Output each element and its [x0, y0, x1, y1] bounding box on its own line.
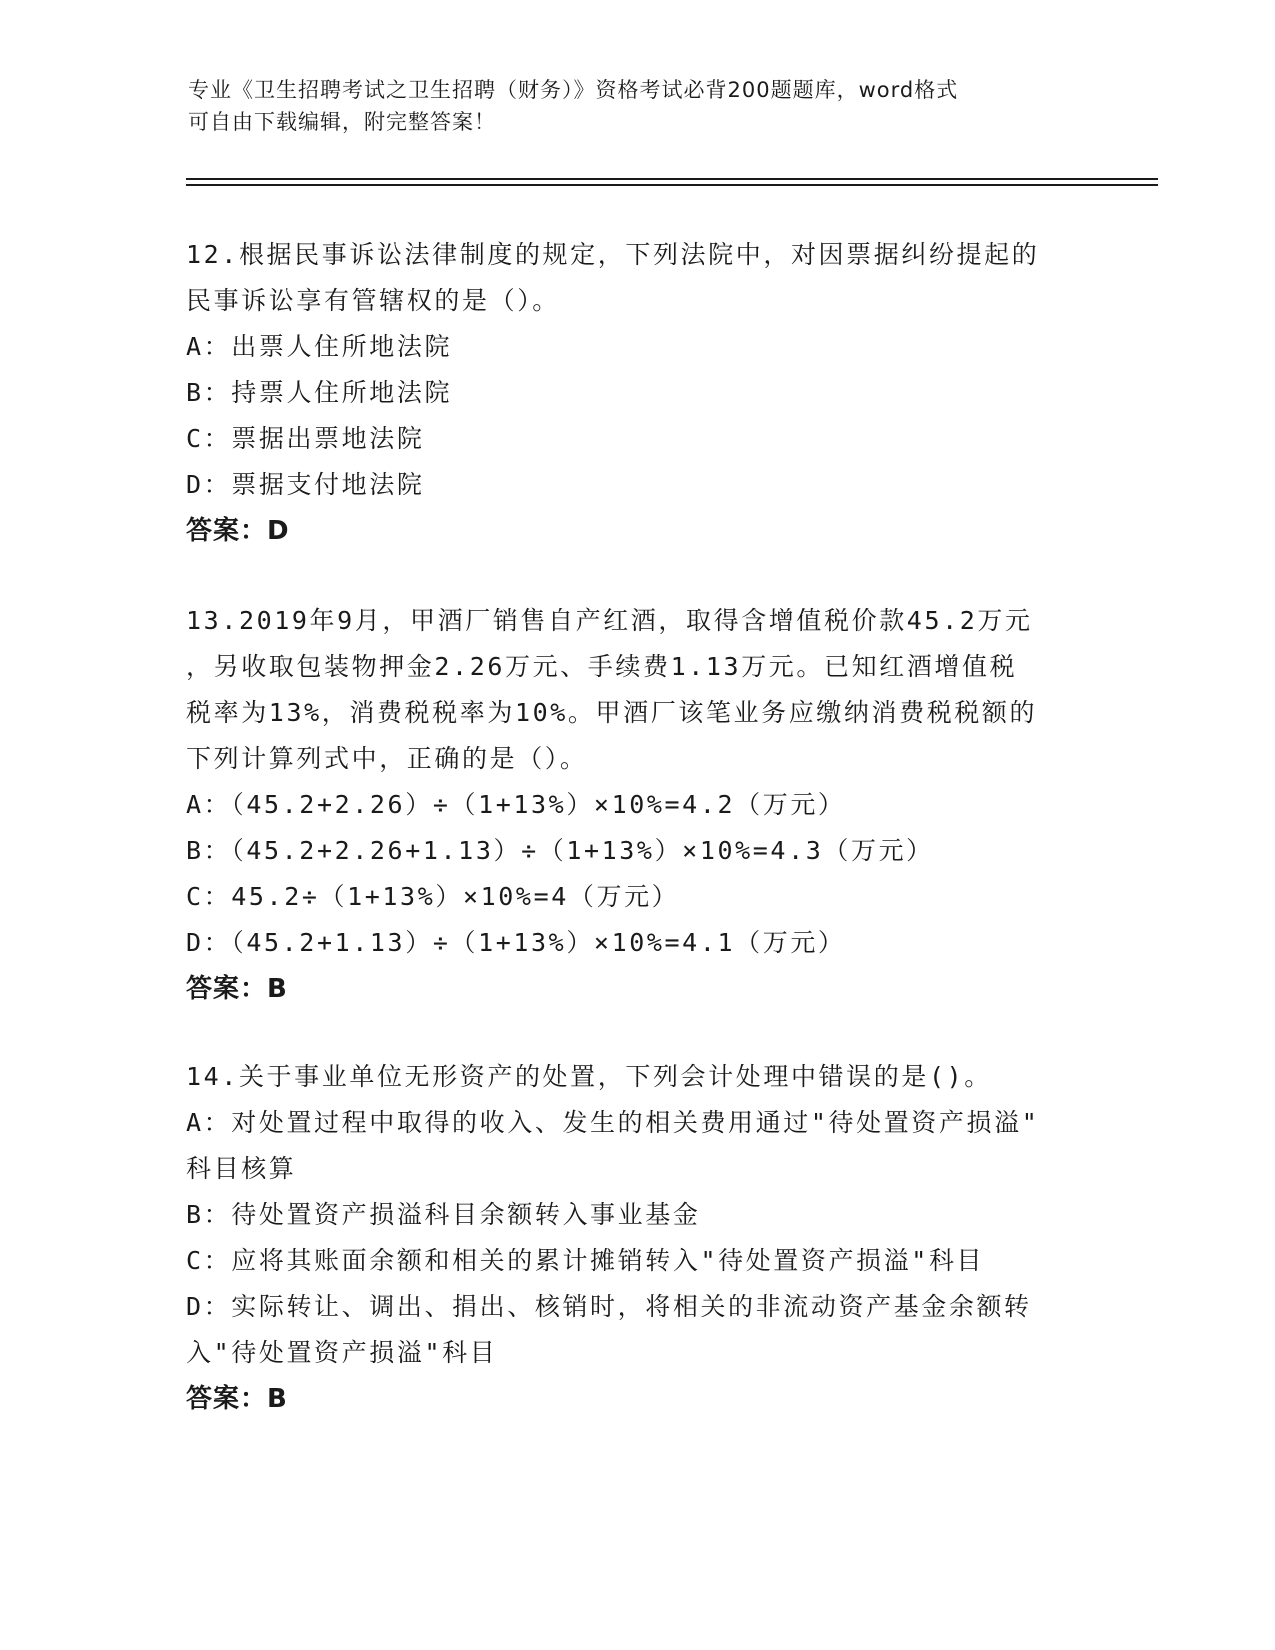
option-a: A：出票人住所地法院 — [186, 332, 453, 361]
header-divider-top — [186, 178, 1158, 180]
document-header — [188, 74, 1068, 138]
stem-line: 13.2019年9月，甲酒厂销售自产红酒，取得含增值税价款45.2万元 — [186, 606, 1033, 635]
stem-line: 民事诉讼享有管辖权的是（）。 — [186, 286, 560, 315]
question-13 — [186, 598, 1086, 1012]
option-c: C：票据出票地法院 — [186, 424, 425, 453]
question-12 — [186, 232, 1086, 554]
option-a-line-1: A：对处置过程中取得的收入、发生的相关费用通过"待处置资产损溢" — [186, 1108, 1040, 1137]
header-line-1: 专业《卫生招聘考试之卫生招聘（财务）》资格考试必背200题题库，word格式 — [188, 78, 959, 102]
header-line-2: 可自由下载编辑，附完整答案！ — [188, 110, 496, 134]
stem-line: ，另收取包装物押金2.26万元、手续费1.13万元。已知红酒增值税 — [186, 652, 1018, 681]
stem-line: 14.关于事业单位无形资产的处置，下列会计处理中错误的是()。 — [186, 1062, 992, 1091]
option-c: C：应将其账面余额和相关的累计摊销转入"待处置资产损溢"科目 — [186, 1246, 985, 1275]
header-divider-bottom — [186, 184, 1158, 186]
option-c: C：45.2÷（1+13%）×10%=4（万元） — [186, 882, 680, 911]
option-b: B：持票人住所地法院 — [186, 378, 453, 407]
answer: 答案：B — [186, 1384, 288, 1414]
stem-line: 12.根据民事诉讼法律制度的规定，下列法院中，对因票据纠纷提起的 — [186, 240, 1040, 269]
stem-line: 下列计算列式中，正确的是（）。 — [186, 744, 588, 773]
option-d — [186, 1284, 1086, 1376]
option-d: D：（45.2+1.13）÷（1+13%）×10%=4.1（万元） — [186, 928, 846, 957]
option-d-line-1: D：实际转让、调出、捐出、核销时，将相关的非流动资产基金余额转 — [186, 1292, 1032, 1321]
answer: 答案：D — [186, 516, 290, 546]
option-d: D：票据支付地法院 — [186, 470, 425, 499]
option-d-line-2: 入"待处置资产损溢"科目 — [186, 1338, 498, 1367]
option-a-line-2: 科目核算 — [186, 1154, 297, 1183]
option-b: B：（45.2+2.26+1.13）÷（1+13%）×10%=4.3（万元） — [186, 836, 934, 865]
answer: 答案：B — [186, 974, 288, 1004]
question-14 — [186, 1054, 1086, 1422]
question-stem — [186, 598, 1086, 782]
question-stem — [186, 232, 1086, 324]
stem-line: 税率为13%，消费税税率为10%。甲酒厂该笔业务应缴纳消费税税额的 — [186, 698, 1038, 727]
option-a — [186, 1100, 1086, 1192]
option-a: A：（45.2+2.26）÷（1+13%）×10%=4.2（万元） — [186, 790, 846, 819]
option-b: B：待处置资产损溢科目余额转入事业基金 — [186, 1200, 701, 1229]
question-stem — [186, 1054, 1086, 1100]
